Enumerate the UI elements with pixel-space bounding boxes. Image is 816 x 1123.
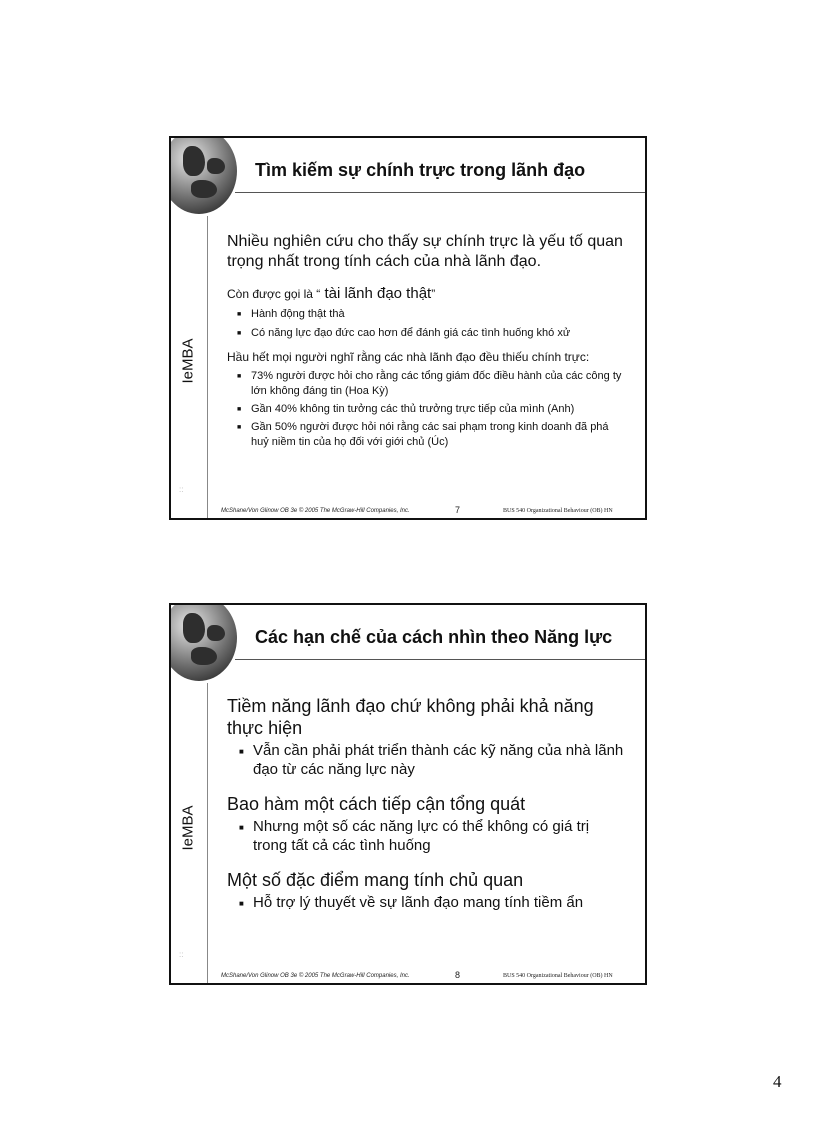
- footer-course: BUS 540 Organizational Behaviour (OB) HN: [503, 508, 613, 514]
- footer-slide-number: 8: [455, 970, 461, 980]
- bullet-b-3: ■ Gần 50% người được hỏi nói rằng các sai phạm trong kinh doanh đã phá huỷ niềm tin của họ đối với giới chủ (Úc): [227, 420, 627, 450]
- item-3-text: Một số đặc điểm mang tính chủ quan: [227, 870, 524, 890]
- intro-text: Nhiều nghiên cứu cho thấy sự chính trực là yếu tố quan trọng nhất trong tính cách của nhà lãnh đạo.: [227, 233, 623, 270]
- bullet-a-1: ■ Hành động thật thà: [227, 307, 627, 322]
- item-2-sub: ■ Nhưng một số các năng lực có thể không có giá trị trong tất cả các tình huống: [227, 817, 627, 855]
- side-bar: [171, 683, 208, 983]
- slide-8: [169, 603, 647, 985]
- slide-body: [227, 232, 627, 450]
- footer-course: BUS 540 Organizational Behaviour (OB) HN: [503, 973, 613, 979]
- title-bar: [235, 152, 645, 193]
- item-1-text: Tiềm năng lãnh đạo chứ không phải khả năng thực hiện: [227, 696, 594, 738]
- side-mark: ::: [179, 950, 184, 959]
- bullet-a-2: ■ Có năng lực đạo đức cao hơn để đánh giá các tình huống khó xử: [227, 326, 627, 341]
- page-number: 4: [773, 1072, 782, 1091]
- title-bar: [235, 619, 645, 660]
- bullet-b-1: ■ 73% người được hỏi cho rằng các tổng giám đốc điều hành của các công ty lớn không đáng tin (Hoa Kỳ): [227, 369, 627, 399]
- globe-icon: [169, 603, 237, 681]
- slide-body: [227, 695, 627, 912]
- side-label: IeMBA: [179, 805, 197, 851]
- item-1-sub: ■ Vẫn cần phải phát triển thành các kỹ năng của nhà lãnh đạo từ các năng lực này: [227, 741, 627, 779]
- item-2-text: Bao hàm một cách tiếp cận tổng quát: [227, 794, 526, 814]
- bullet-b-2: ■ Gần 40% không tin tưởng các thủ trưởng trực tiếp của mình (Anh): [227, 402, 627, 417]
- footer-copyright: McShane/Von Glinow OB 3e © 2005 The McGraw-Hill Companies, Inc.: [221, 973, 410, 979]
- side-bar: [171, 216, 208, 518]
- footer-copyright: McShane/Von Glinow OB 3e © 2005 The McGraw-Hill Companies, Inc.: [221, 508, 410, 514]
- slide-title: Tìm kiếm sự chính trực trong lãnh đạo: [255, 160, 586, 180]
- item-3-sub: ■ Hỗ trợ lý thuyết về sự lãnh đạo mang tính tiềm ẩn: [227, 893, 627, 912]
- footer-slide-number: 7: [455, 505, 461, 515]
- slide-7: [169, 136, 647, 520]
- side-label: IeMBA: [179, 338, 197, 384]
- globe-icon: [169, 136, 237, 214]
- side-mark: ::: [179, 485, 184, 494]
- slide-title: Các hạn chế của cách nhìn theo Năng lực: [255, 627, 613, 647]
- also-called-text: Còn được gọi là “ tài lãnh đạo thật”: [227, 285, 436, 302]
- para-2: Hầu hết mọi người nghĩ rằng các nhà lãnh đạo đều thiếu chính trực:: [227, 350, 590, 364]
